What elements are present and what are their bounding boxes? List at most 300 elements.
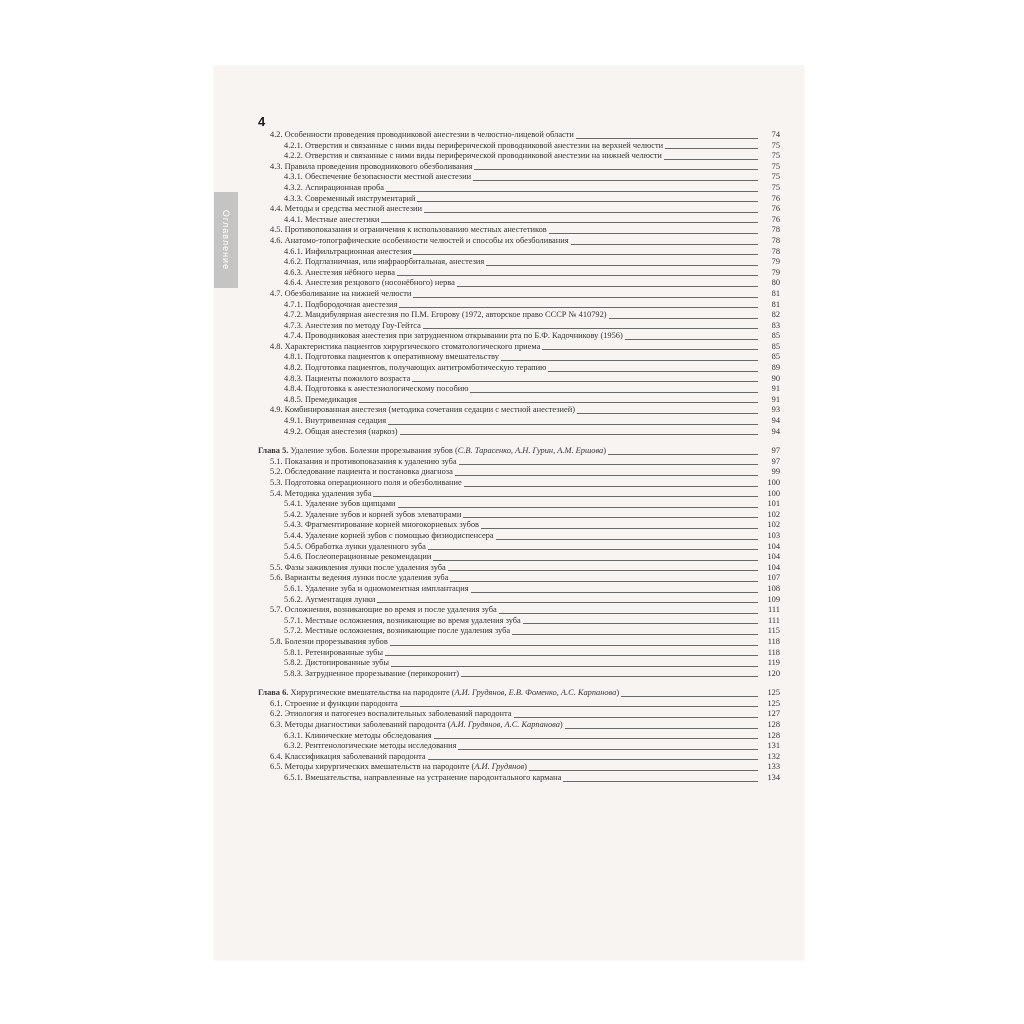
- toc-page-number: 75: [771, 161, 780, 171]
- toc-entry: [258, 162, 780, 173]
- toc-entry-text: 4.3.3. Современный инструментарий: [284, 193, 416, 203]
- toc-entry-text: Удаление зубов. Болезни прорезывания зубов (: [288, 446, 458, 456]
- toc-entry-title: [258, 752, 428, 763]
- toc-page-number: 127: [767, 709, 780, 719]
- toc-entry: [258, 278, 780, 289]
- toc-entry-text: 4.7.3. Анестезия по методу Гоу-Гейтса: [284, 320, 421, 330]
- toc-page-number: 107: [767, 573, 780, 583]
- toc-page-number: 75: [771, 151, 780, 161]
- toc-entry-title: [258, 384, 470, 395]
- toc-page-number: 93: [771, 405, 780, 415]
- toc-entry-title: [258, 489, 373, 500]
- toc-entry-tail: ): [603, 446, 607, 456]
- toc-entry-text: 4.8.5. Премедикация: [284, 394, 358, 404]
- toc-page-number: 134: [767, 773, 780, 783]
- toc-entry: [258, 183, 780, 194]
- toc-leader-line: [377, 602, 758, 603]
- toc-page-number: 81: [771, 299, 780, 309]
- toc-entry-text: 6.3. Методы диагностики заболеваний пародонта (: [270, 720, 451, 730]
- toc-entry: [258, 478, 780, 489]
- toc-page-number: 108: [767, 583, 780, 593]
- toc-entry-title: [258, 616, 523, 627]
- toc-entry-title: [258, 605, 499, 616]
- toc-entry-title: [258, 762, 529, 773]
- chapter-number: Глава 6.: [258, 688, 289, 698]
- toc-page-number: 91: [771, 384, 780, 394]
- toc-entry: [258, 363, 780, 374]
- toc-entry-title: [258, 584, 471, 595]
- book-page: [214, 66, 804, 960]
- toc-entry-text: 4.6. Анатомо-топографические особенности челюстей и способы их обезболивания: [270, 235, 569, 245]
- toc-entry-title: [258, 247, 413, 258]
- toc-entry-text: 4.8.2. Подготовка пациентов, получающих антитромботическую терапию: [284, 363, 547, 373]
- toc-entry-text: 5.7. Осложнения, возникающие во время и после удаления зуба: [270, 605, 497, 615]
- toc-leader-line: [433, 560, 758, 561]
- toc-entry-text: 5.4.6. Послеоперационные рекомендации: [284, 552, 432, 562]
- toc-leader-line: [413, 254, 758, 255]
- toc-page-number: 76: [771, 214, 780, 224]
- toc-page-number: 78: [771, 225, 780, 235]
- toc-entry: [258, 520, 780, 531]
- toc-entry-text: 5.8.1. Ретенированные зубы: [284, 647, 383, 657]
- toc-page-number: 75: [771, 140, 780, 150]
- toc-page-number: 133: [767, 762, 780, 772]
- toc-page-number: 103: [767, 530, 780, 540]
- page-number: 4: [258, 114, 266, 129]
- toc-leader-line: [496, 539, 758, 540]
- toc-entry: [258, 626, 780, 637]
- toc-page-number: 94: [771, 426, 780, 436]
- toc-entry-text: 5.8.3. Затрудненное прорезывание (перикоронит): [284, 668, 460, 678]
- toc-entry-text: 5.7.2. Местные осложнения, возникающие после удаления зуба: [284, 626, 511, 636]
- toc-leader-line: [571, 244, 758, 245]
- toc-leader-line: [458, 749, 758, 750]
- side-tab-label: Оглавление: [221, 209, 231, 271]
- toc-entry-title: [258, 563, 448, 574]
- toc-page-number: 83: [771, 320, 780, 330]
- toc-page-number: 104: [767, 552, 780, 562]
- toc-entry-title: [258, 731, 434, 742]
- toc-entry-text: 6.5. Методы хирургических вмешательств на пародонте (: [270, 762, 475, 772]
- toc-entry: [258, 616, 780, 627]
- toc-entry-title: [258, 669, 461, 680]
- toc-leader-line: [548, 371, 758, 372]
- toc-leader-line: [459, 464, 758, 465]
- toc-entry-title: [258, 552, 433, 563]
- toc-leader-line: [398, 507, 758, 508]
- toc-entry: [258, 215, 780, 226]
- toc-leader-line: [388, 424, 758, 425]
- toc-leader-line: [473, 180, 758, 181]
- toc-page-number: 94: [771, 416, 780, 426]
- toc-entry-title: [258, 130, 576, 141]
- toc-entry-title: [258, 141, 665, 152]
- toc-entry-text: 5.4.3. Фрагментирование корней многокорневых зубов: [284, 520, 480, 530]
- toc-entry: [258, 300, 780, 311]
- toc-leader-line: [373, 496, 758, 497]
- toc-entry-title: [258, 520, 481, 531]
- toc-leader-line: [385, 655, 758, 656]
- toc-entry: [258, 416, 780, 427]
- toc-entry: [258, 352, 780, 363]
- toc-leader-line: [523, 623, 758, 624]
- toc-page-number: 119: [767, 658, 780, 668]
- toc-entry-text: 5.4.5. Обработка лунки удаленного зуба: [284, 541, 426, 551]
- toc-leader-line: [461, 676, 758, 677]
- toc-page-number: 97: [771, 446, 780, 456]
- toc-entry-text: 4.3. Правила проведения проводникового обезболивания: [270, 161, 473, 171]
- toc-leader-line: [463, 517, 758, 518]
- toc-page-number: 128: [767, 720, 780, 730]
- toc-leader-line: [576, 138, 758, 139]
- toc-entry-title: [258, 215, 381, 226]
- toc-entry: [258, 395, 780, 406]
- toc-entry-title: [258, 499, 398, 510]
- toc-entry-title: [258, 278, 457, 289]
- toc-leader-line: [400, 706, 758, 707]
- toc-entry: [258, 584, 780, 595]
- toc-page-number: 104: [767, 541, 780, 551]
- toc-page-number: 99: [771, 467, 780, 477]
- toc-leader-line: [386, 191, 758, 192]
- toc-leader-line: [412, 381, 758, 382]
- toc-entry: [258, 194, 780, 205]
- chapter-number: Глава 5.: [258, 446, 289, 456]
- toc-page-number: 85: [771, 341, 780, 351]
- toc-entry-title: [258, 162, 474, 173]
- toc-entry: [258, 709, 780, 720]
- toc-entry-text: 5.4.1. Удаление зубов щипцами: [284, 499, 396, 509]
- toc-leader-line: [529, 770, 758, 771]
- toc-entry-title: [258, 300, 399, 311]
- toc-entry-authors: А.И. Грудянов, Е.В. Фоменко, А.С. Карпанова: [454, 688, 617, 698]
- toc-entry-text: 5.4.4. Удаление корней зубов с помощью физиодиспенсера: [284, 530, 494, 540]
- toc-entry-title: [258, 331, 625, 342]
- toc-entry-title: [258, 773, 563, 784]
- toc-entry: [258, 236, 780, 247]
- toc-entry: [258, 552, 780, 563]
- toc-entry-text: 4.9.2. Общая анестезия (наркоз): [284, 426, 398, 436]
- toc-leader-line: [381, 222, 758, 223]
- toc-entry-text: 4.7.4. Проводниковая анестезия при затрудненном открывании рта по Б.Ф. Кадочникову (1956): [284, 331, 623, 341]
- table-of-contents: [258, 130, 780, 784]
- toc-leader-line: [474, 169, 758, 170]
- toc-entry: [258, 752, 780, 763]
- toc-entry-title: [258, 395, 359, 406]
- toc-leader-line: [609, 318, 758, 319]
- toc-entry-text: 5.3. Подготовка операционного поля и обезболивание: [270, 478, 462, 487]
- toc-entry: [258, 658, 780, 669]
- toc-leader-line: [549, 233, 758, 234]
- toc-entry-authors: А.И. Грудянов, А.С. Карпанова: [450, 720, 560, 730]
- toc-entry-title: [258, 257, 486, 268]
- toc-entry-title: [258, 542, 428, 553]
- toc-entry-tail: ): [524, 762, 527, 772]
- toc-page-number: 101: [767, 499, 780, 509]
- toc-entry: [258, 405, 780, 416]
- toc-leader-line: [390, 645, 758, 646]
- toc-entry: [258, 204, 780, 215]
- toc-page-number: 79: [771, 267, 780, 277]
- toc-entry: [258, 699, 780, 710]
- toc-entry-title: [258, 573, 450, 584]
- toc-page-number: 102: [767, 509, 780, 519]
- toc-entry-title: [258, 457, 459, 468]
- toc-entry-authors: С.В. Тарасенко, А.Н. Гурин, А.М. Ершова: [457, 446, 604, 456]
- toc-leader-line: [486, 265, 758, 266]
- toc-entry-text: 5.4. Методика удаления зуба: [270, 488, 372, 498]
- toc-entry-title: [258, 446, 608, 457]
- toc-entry: [258, 310, 780, 321]
- toc-entry-tail: ): [559, 720, 563, 730]
- toc-leader-line: [664, 159, 758, 160]
- toc-entry: [258, 648, 780, 659]
- toc-entry-text: 6.1. Строение и функции пародонта: [270, 698, 398, 708]
- toc-entry: [258, 268, 780, 279]
- toc-entry-title: [258, 363, 548, 374]
- toc-entry: [258, 130, 780, 141]
- toc-entry-text: 5.8. Болезни прорезывания зубов: [270, 636, 388, 646]
- section-side-tab: [214, 192, 238, 288]
- toc-page-number: 102: [767, 520, 780, 530]
- toc-page-number: 118: [767, 636, 780, 646]
- toc-entry: [258, 467, 780, 478]
- toc-entry-title: [258, 342, 542, 353]
- toc-entry-title: [258, 699, 400, 710]
- toc-entry: [258, 573, 780, 584]
- toc-page-number: 75: [771, 182, 780, 192]
- toc-entry: [258, 531, 780, 542]
- toc-page-number: 100: [767, 488, 780, 498]
- toc-entry-text: 6.4. Классификация заболеваний пародонта: [270, 751, 426, 761]
- toc-entry-text: 4.4.1. Местные анестетики: [284, 214, 380, 224]
- toc-entry-title: [258, 352, 501, 363]
- toc-leader-line: [448, 570, 758, 571]
- toc-leader-line: [577, 413, 758, 414]
- toc-entry-text: 4.3.2. Аспирационная проба: [284, 182, 384, 192]
- toc-entry: [258, 384, 780, 395]
- toc-page-number: 89: [771, 363, 780, 373]
- toc-entry: [258, 342, 780, 353]
- toc-leader-line: [399, 307, 758, 308]
- toc-leader-line: [563, 781, 758, 782]
- toc-leader-line: [455, 475, 758, 476]
- toc-leader-line: [391, 666, 758, 667]
- toc-entry-text: 5.2. Обследование пациента и постановка диагноза: [270, 467, 453, 477]
- toc-page-number: 125: [767, 698, 780, 708]
- toc-entry: [258, 489, 780, 500]
- toc-page-number: 91: [771, 394, 780, 404]
- toc-entry: [258, 151, 780, 162]
- toc-entry-title: [258, 405, 577, 416]
- toc-entry-title: [258, 204, 424, 215]
- toc-page-number: 128: [767, 730, 780, 740]
- toc-entry-title: [258, 658, 391, 669]
- toc-leader-line: [512, 634, 758, 635]
- toc-entry-text: 6.3.2. Рентгенологические методы исследования: [284, 741, 457, 751]
- toc-page-number: 115: [767, 626, 780, 636]
- toc-entry-title: [258, 416, 388, 427]
- toc-entry: [258, 289, 780, 300]
- toc-page-number: 90: [771, 373, 780, 383]
- toc-entry-title: [258, 236, 571, 247]
- toc-entry-title: [258, 268, 397, 279]
- toc-entry: [258, 669, 780, 680]
- toc-entry-text: 4.6.1. Инфильтрационная анестезия: [284, 246, 412, 256]
- toc-entry-title: [258, 172, 473, 183]
- toc-leader-line: [428, 549, 758, 550]
- toc-entry-text: 5.6. Варианты ведения лунки после удаления зуба: [270, 573, 449, 583]
- toc-leader-line: [621, 696, 758, 697]
- toc-entry-authors: А.И. Грудянов: [474, 762, 525, 772]
- toc-page-number: 76: [771, 204, 780, 214]
- toc-page-number: 97: [771, 456, 780, 466]
- toc-leader-line: [470, 392, 758, 393]
- toc-entry-title: [258, 183, 386, 194]
- toc-page-number: 75: [771, 172, 780, 182]
- toc-page-number: 109: [767, 594, 780, 604]
- toc-entry-text: 4.6.2. Подглазничная, или инфраорбитальная, анестезия: [284, 257, 485, 267]
- toc-entry-text: Хирургические вмешательства на пародонте (: [288, 688, 455, 698]
- toc-leader-line: [457, 286, 758, 287]
- toc-entry-text: 5.6.1. Удаление зуба и одномоментная имплантация: [284, 583, 469, 593]
- toc-entry: [258, 457, 780, 468]
- toc-entry-text: 4.4. Методы и средства местной анестезии: [270, 204, 423, 214]
- toc-page-number: 100: [767, 478, 780, 487]
- toc-chapter: [258, 688, 780, 699]
- toc-leader-line: [471, 592, 758, 593]
- toc-leader-line: [499, 613, 758, 614]
- toc-entry: [258, 247, 780, 258]
- toc-entry-title: [258, 310, 609, 321]
- toc-page-number: 78: [771, 246, 780, 256]
- toc-leader-line: [400, 434, 758, 435]
- toc-entry-text: 4.8.1. Подготовка пациентов к оперативному вмешательству: [284, 352, 499, 362]
- toc-entry-text: 4.2. Особенности проведения проводниковой анестезии в челюстно-лицевой области: [270, 130, 574, 139]
- toc-page-number: 120: [767, 668, 780, 678]
- toc-leader-line: [428, 759, 758, 760]
- toc-entry: [258, 510, 780, 521]
- toc-entry-title: [258, 531, 496, 542]
- toc-leader-line: [424, 212, 758, 213]
- toc-entry-title: [258, 626, 512, 637]
- toc-leader-line: [450, 581, 758, 582]
- toc-leader-line: [413, 297, 758, 298]
- toc-page-number: 85: [771, 352, 780, 362]
- toc-entry-text: 4.9.1. Внутривенная седация: [284, 416, 387, 426]
- toc-page-number: 80: [771, 278, 780, 288]
- toc-entry: [258, 595, 780, 606]
- toc-page-number: 78: [771, 235, 780, 245]
- toc-entry-title: [258, 720, 565, 731]
- toc-entry: [258, 773, 780, 784]
- toc-entry-text: 4.5. Противопоказания и ограничения к использованию местных анестетиков: [270, 225, 547, 235]
- toc-entry-text: 4.7.2. Мандибулярная анестезия по П.М. Егорову (1972, авторское право СССР № 410792): [284, 310, 607, 320]
- toc-entry-text: 4.3.1. Обеспечение безопасности местной анестезии: [284, 172, 472, 182]
- toc-leader-line: [665, 148, 758, 149]
- toc-leader-line: [417, 201, 758, 202]
- toc-leader-line: [397, 275, 758, 276]
- toc-page-number: 132: [767, 751, 780, 761]
- toc-entry-text: 5.6.2. Аугментация лунки: [284, 594, 376, 604]
- toc-entry: [258, 141, 780, 152]
- toc-entry: [258, 637, 780, 648]
- toc-entry-text: 4.2.1. Отверстия и связанные с ними виды периферической проводниковой анестезии на верхней челюсти: [284, 140, 664, 150]
- toc-entry-title: [258, 709, 514, 720]
- toc-entry: [258, 731, 780, 742]
- toc-entry-title: [258, 289, 413, 300]
- toc-entry-tail: ): [616, 688, 620, 698]
- toc-entry-title: [258, 510, 463, 521]
- toc-leader-line: [464, 486, 758, 487]
- toc-entry-title: [258, 478, 464, 489]
- toc-page-number: 74: [771, 130, 780, 139]
- toc-entry-text: 6.3.1. Клинические методы обследования: [284, 730, 432, 740]
- toc-entry-title: [258, 194, 417, 205]
- toc-entry-text: 5.4.2. Удаление зубов и корней зубов элеваторами: [284, 509, 462, 519]
- toc-entry: [258, 427, 780, 438]
- toc-entry: [258, 499, 780, 510]
- toc-entry-text: 4.8. Характеристика пациентов хирургического стоматологического приема: [270, 341, 541, 351]
- toc-leader-line: [542, 349, 758, 350]
- toc-entry-text: 4.7.1. Подбородочная анестезия: [284, 299, 398, 309]
- toc-entry: [258, 257, 780, 268]
- toc-leader-line: [514, 717, 759, 718]
- toc-entry: [258, 542, 780, 553]
- toc-entry-text: 4.6.4. Анестезия резцового (носонёбного) нерва: [284, 278, 455, 288]
- toc-entry: [258, 762, 780, 773]
- toc-entry-title: [258, 151, 664, 162]
- toc-entry-text: 4.9. Комбинированная анестезия (методика сочетания седации с местной анестезией): [270, 405, 575, 415]
- toc-entry-title: [258, 688, 621, 699]
- toc-leader-line: [565, 728, 758, 729]
- toc-chapter: [258, 446, 780, 457]
- toc-page-number: 111: [768, 615, 780, 625]
- toc-leader-line: [625, 339, 758, 340]
- toc-page-number: 111: [768, 605, 780, 615]
- toc-page-number: 81: [771, 288, 780, 298]
- toc-page-number: 131: [767, 741, 780, 751]
- toc-page-number: 104: [767, 562, 780, 572]
- toc-entry: [258, 720, 780, 731]
- toc-leader-line: [481, 528, 758, 529]
- toc-entry: [258, 605, 780, 616]
- toc-page-number: 85: [771, 331, 780, 341]
- toc-entry-text: 5.1. Показания и противопоказания к удалению зуба: [270, 456, 457, 466]
- toc-leader-line: [501, 360, 758, 361]
- toc-leader-line: [434, 738, 758, 739]
- toc-entry: [258, 331, 780, 342]
- toc-entry-title: [258, 321, 423, 332]
- toc-entry-title: [258, 225, 549, 236]
- toc-leader-line: [423, 328, 758, 329]
- toc-entry-text: 4.2.2. Отверстия и связанные с ними виды периферической проводниковой анестезии на нижней челюсти: [284, 151, 662, 161]
- toc-entry-title: [258, 467, 455, 478]
- toc-entry-text: 4.7. Обезболивание на нижней челюсти: [270, 288, 412, 298]
- toc-entry-title: [258, 374, 412, 385]
- toc-entry-text: 6.5.1. Вмешательства, направленные на устранение пародонтального кармана: [284, 773, 562, 783]
- toc-page-number: 82: [771, 310, 780, 320]
- toc-entry-text: 5.7.1. Местные осложнения, возникающие во время удаления зуба: [284, 615, 521, 625]
- toc-entry-text: 4.8.3. Пациенты пожилого возраста: [284, 373, 411, 383]
- toc-entry-text: 4.6.3. Анестезия нёбного нерва: [284, 267, 395, 277]
- toc-page-number: 79: [771, 257, 780, 267]
- toc-entry: [258, 172, 780, 183]
- toc-leader-line: [359, 402, 758, 403]
- toc-entry-title: [258, 595, 377, 606]
- toc-entry: [258, 563, 780, 574]
- toc-entry: [258, 374, 780, 385]
